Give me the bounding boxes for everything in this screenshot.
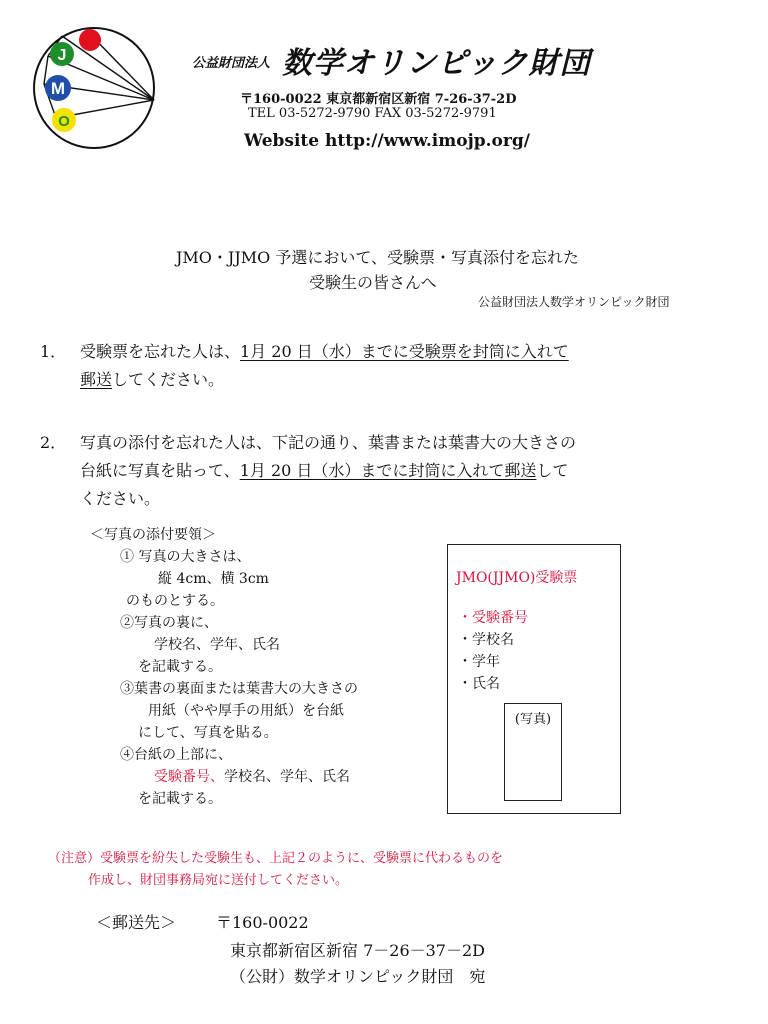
header-phone-fax: TEL 03-5272-9790 FAX 03-5272-9791	[248, 106, 497, 121]
ticket-title: JMO(JJMO)受験票	[456, 570, 578, 586]
guide-item3-line1: ③葉書の裏面または葉書大の大きさの	[120, 681, 358, 697]
section-1-text-a: 受験票を忘れた人は、	[80, 342, 241, 361]
logo-letter-o: O	[58, 113, 70, 130]
ticket-item-grade: ・学年	[458, 654, 500, 670]
photo-label: (写真)	[514, 712, 552, 727]
guide-item4-line2-rest: 学校名、学年、氏名	[224, 769, 350, 785]
header-address: 〒160-0022 東京都新宿区新宿 7-26-37-2D	[240, 92, 517, 107]
guide-item3-line3: にして、写真を貼る。	[138, 725, 278, 741]
notice-title-line2: 受験生の皆さんへ	[309, 273, 437, 292]
section-1-deadline: 1月 20 日（水）までに受験票を封筒に入れて	[240, 342, 569, 361]
header-website: Website http://www.imojp.org/	[244, 131, 530, 151]
guide-item3-line2: 用紙（やや厚手の用紙）を台紙	[148, 703, 344, 719]
mailing-address: 東京都新宿区新宿 7－26－37－2D	[230, 941, 485, 960]
caution-line1: （注意）受験票を紛失した受験生も、上記２のように、受験票に代わるものを	[48, 851, 504, 866]
guide-item2-line1: ②写真の裏に、	[120, 615, 218, 631]
section-2-line3: ください。	[80, 489, 161, 508]
foundation-logo	[28, 22, 160, 154]
section-2-line2-b: して	[536, 461, 569, 480]
guide-item2-line3: を記載する。	[138, 659, 222, 675]
section-1-text-b: してください。	[112, 370, 225, 389]
guide-item4-line3: を記載する。	[138, 791, 222, 807]
photo-placeholder	[504, 703, 562, 801]
notice-title-line1: JMO・JJMO 予選において、受験票・写真添付を忘れた	[176, 248, 580, 267]
guide-item1-line1: ① 写真の大きさは、	[120, 549, 251, 565]
section-2-deadline: 1月 20 日（水）までに封筒に入れて郵送	[239, 461, 537, 480]
photo-guide	[90, 524, 358, 810]
section-2-line2-a: 台紙に写真を貼って、	[80, 461, 240, 480]
guide-item4-line1: ④台紙の上部に、	[120, 747, 232, 763]
ticket-item-name: ・氏名	[458, 676, 500, 692]
caution-line2: 作成し、財団事務局宛に送付してください。	[88, 873, 349, 888]
caution-note	[48, 848, 503, 892]
org-prefix: 公益財団法人	[192, 56, 271, 71]
ticket-items	[458, 607, 528, 695]
notice-issuer: 公益財団法人数学オリンピック財団	[478, 295, 670, 309]
mailing-postal-code: 〒160-0022	[216, 913, 309, 932]
mailing-recipient: （公財）数学オリンピック財団 宛	[230, 967, 486, 986]
ticket-item-exam-number: ・受験番号	[458, 610, 528, 626]
logo-red-dot	[79, 29, 101, 51]
section-1-mail-word: 郵送	[80, 370, 113, 389]
guide-item2-line2: 学校名、学年、氏名	[154, 637, 280, 653]
guide-item1-line3: のものとする。	[126, 593, 224, 609]
org-name: 数学オリンピック財団	[282, 46, 591, 81]
guide-item4-exam-number: 受験番号、	[154, 769, 224, 785]
logo-letter-m: M	[50, 79, 66, 98]
guide-item1-line2: 縦 4cm、横 3cm	[158, 571, 269, 587]
section-2-number: 2．	[40, 433, 67, 452]
logo-letter-j: J	[57, 47, 67, 64]
guide-heading: ＜写真の添付要領＞	[90, 527, 216, 543]
ticket-item-school: ・学校名	[458, 632, 514, 648]
section-2	[40, 429, 576, 513]
exam-ticket-sample	[447, 544, 621, 814]
mailing-label: ＜郵送先＞	[96, 913, 177, 932]
section-1-number: 1．	[40, 342, 67, 361]
section-1	[40, 338, 569, 394]
section-2-line1: 写真の添付を忘れた人は、下記の通り、葉書または葉書大の大きさの	[80, 433, 577, 452]
